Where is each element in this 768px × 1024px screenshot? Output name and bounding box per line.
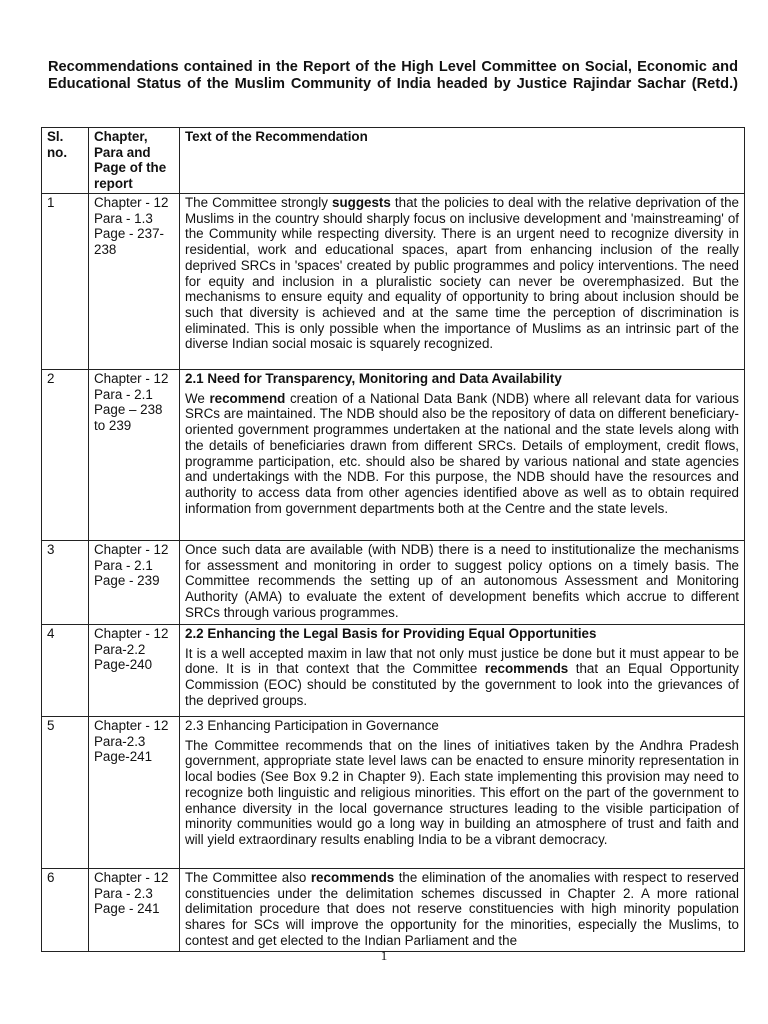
header-sl-no: Sl. no. (42, 128, 89, 194)
row-recommendation-cell (180, 541, 745, 625)
keyword-bold: suggests (332, 195, 391, 210)
row-serial-number: 5 (42, 717, 89, 869)
row-recommendation-cell (180, 717, 745, 869)
row-recommendation-cell (180, 625, 745, 717)
recommendation-text: The Committee recommends that on the lines of initiatives taken by the Andhra Pradesh government, appropriate state level laws can be enacted to ensure minority representation in local bodies (See Box 9.2 in Chapter 9). Each state implementing this provision may need to recognize both linguistic and religious minorities. This effort on the part of the government to enhance diversity in the local governance structures leading to the visible participation of minority communities would go a long way in building an atmosphere of trust and faith and will yield extraordinary results enabling India to be a vibrant democracy. (185, 737, 739, 847)
table-row (42, 194, 745, 370)
row-chapter-reference: Chapter - 12 Para-2.3 Page-241 (89, 717, 180, 869)
keyword-bold: recommend (209, 390, 286, 406)
row-recommendation-cell (180, 370, 745, 541)
table-header-row (42, 128, 745, 194)
row-serial-number: 6 (42, 869, 89, 952)
section-heading: 2.2 Enhancing the Legal Basis for Providing Equal Opportunities (185, 626, 597, 641)
row-chapter-reference: Chapter - 12 Para - 2.3 Page - 241 (89, 869, 180, 952)
row-chapter-reference: Chapter - 12 Para-2.2 Page-240 (89, 625, 180, 717)
header-chapter-para-page: Chapter, Para and Page of the report (89, 128, 180, 194)
recommendation-text: The Committee strongly suggests that the policies to deal with the relative deprivation of the Muslims in the country should sharply focus on inclusive development and 'mainstreaming' of the Community while respecting diversity. There is an urgent need to recognize diversity in residential, work and educational spaces, apart from enhancing inclusion of the really deprived SRCs in 'spaces' created by public programmes and policy interventions. The need for equity and inclusion in a pluralistic society can never be overemphasized. But the mechanisms to ensure equity and equality of opportunity to bring about inclusion should be such that diversity is achieved and at the same time the perception of discrimination is eliminated. This is only possible when the importance of Muslims as an intrinsic part of the diverse Indian social mosaic is squarely recognized. (185, 195, 740, 352)
recommendation-text: We recommend creation of a National Data Bank (NDB) where all relevant data for various SRCs are maintained. The NDB should also be the repository of data on different beneficiary-oriented government programmes undertaken at the national and the state levels along with the details of beneficiaries drawn from different SRCs. Details of employment, credit flows, programme participation, etc. should also be shared by various national and state agencies and undertakings with the NDB. For this purpose, the NDB should have the resources and authority to access data from other agencies identified above as well as to obtain required information from government departments both at the Centre and the state levels. (185, 390, 739, 516)
recommendation-text: Once such data are available (with NDB) there is a need to institutionalize the mechanisms for assessment and monitoring in order to suggest policy options on a timely basis. The Committee recommends the setting up of an autonomous Assessment and Monitoring Authority (AMA) to evaluate the extent of development benefits which accrue to different SRCs through various programmes. (185, 542, 739, 620)
row-recommendation-cell (180, 869, 745, 952)
table-row (42, 541, 745, 625)
recommendation-text: The Committee also recommends the elimination of the anomalies with respect to reserved constituencies under the delimitation schemes discussed in Chapter 2. A more rational delimitation procedure that does not reserve constituencies with high minority population shares for SCs will improve the opportunity for the minorities, especially the Muslims, to contest and get elected to the Indian Parliament and the (185, 870, 739, 948)
row-chapter-reference: Chapter - 12 Para - 2.1 Page – 238 to 239 (89, 370, 180, 541)
recommendation-text: It is a well accepted maxim in law that not only must justice be done but it must appear to be done. It is in that context that the Committee recommends that an Equal Opportunity Commission (EOC) should be constituted by the government to look into the grievances of the deprived groups. (185, 645, 739, 708)
row-chapter-reference: Chapter - 12 Para - 1.3 Page - 237- 238 (89, 194, 180, 370)
header-recommendation-text: Text of the Recommendation (180, 128, 745, 194)
table-row (42, 370, 745, 541)
row-serial-number: 1 (42, 194, 89, 370)
section-heading: 2.1 Need for Transparency, Monitoring and Data Availability (185, 371, 562, 386)
keyword-bold: recommends (310, 870, 395, 885)
table-row (42, 625, 745, 717)
row-recommendation-cell (180, 194, 745, 370)
row-serial-number: 3 (42, 541, 89, 625)
page-number: 1 (380, 948, 388, 963)
row-serial-number: 4 (42, 625, 89, 717)
table-row (42, 869, 745, 952)
document-title: Recommendations contained in the Report of the High Level Committee on Social, Economic and Educational Status of the Muslim Community of India headed by Justice Rajindar Sachar (Retd.) (48, 59, 738, 93)
keyword-bold: recommends (484, 661, 569, 677)
table-row (42, 717, 745, 869)
row-chapter-reference: Chapter - 12 Para - 2.1 Page - 239 (89, 541, 180, 625)
section-heading: 2.3 Enhancing Participation in Governance (185, 718, 439, 733)
row-serial-number: 2 (42, 370, 89, 541)
recommendations-table (41, 127, 745, 952)
